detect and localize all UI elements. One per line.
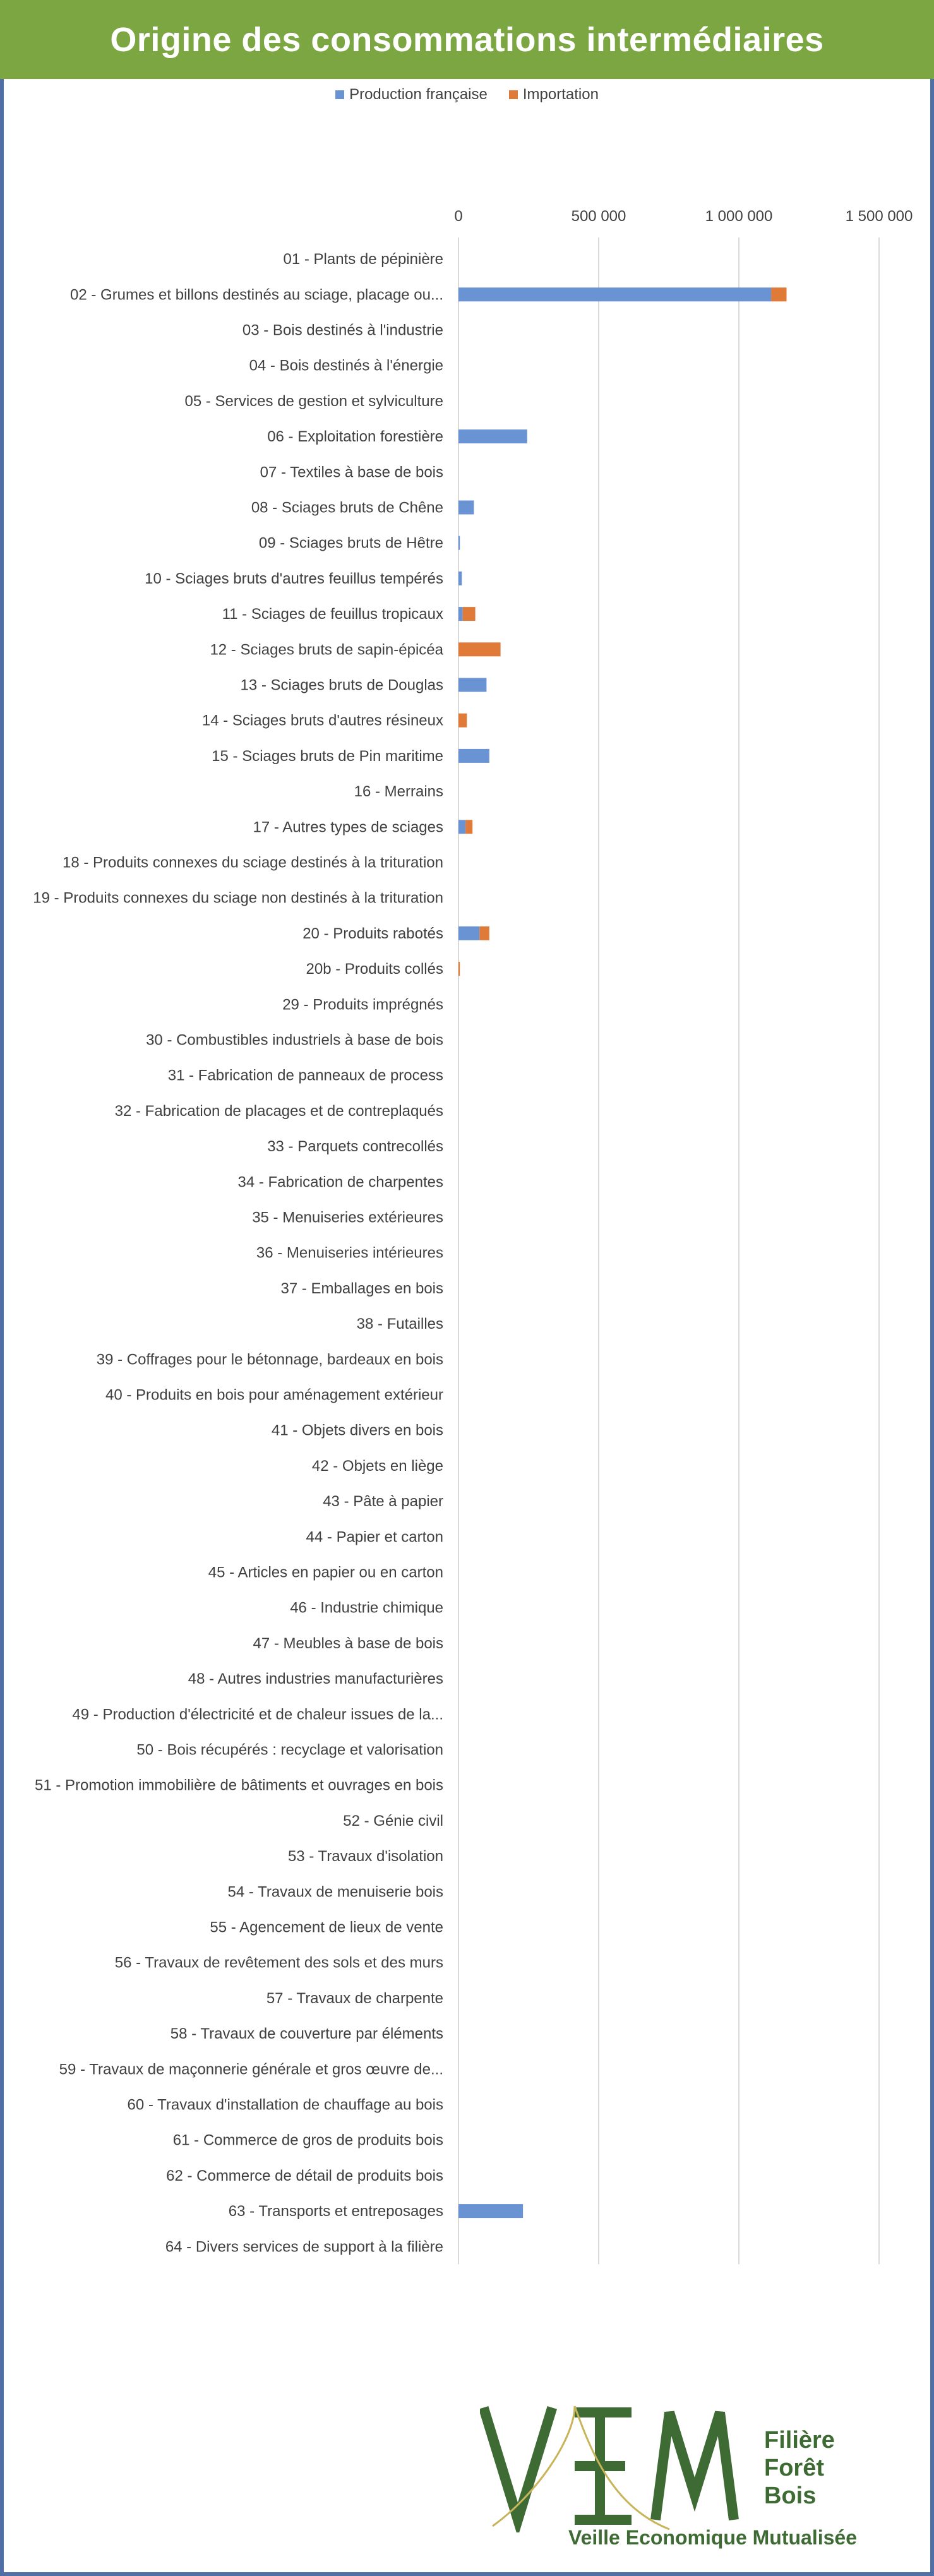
bar-import — [465, 820, 472, 834]
category-label: 55 - Agencement de lieux de vente — [210, 1919, 443, 1936]
category-label: 32 - Fabrication de placages et de contreplaqués — [114, 1102, 443, 1120]
category-label: 20 - Produits rabotés — [302, 925, 443, 942]
logo-brand-line-1: Filière — [764, 2427, 835, 2453]
logo-brand-lines — [764, 2426, 835, 2510]
bar-import — [458, 962, 460, 976]
category-label: 57 - Travaux de charpente — [266, 1989, 443, 2007]
legend-label-production: Production française — [349, 86, 488, 103]
bar-import — [771, 287, 786, 301]
bar-production — [458, 926, 479, 940]
bar-production — [458, 749, 489, 763]
category-label: 17 - Autres types de sciages — [253, 818, 443, 836]
category-label: 38 - Futailles — [356, 1315, 443, 1333]
legend-label-import: Importation — [522, 86, 599, 103]
category-label: 34 - Fabrication de charpentes — [237, 1173, 443, 1191]
category-label: 56 - Travaux de revêtement des sols et des murs — [114, 1954, 443, 1972]
x-tick-label: 1 000 000 — [705, 208, 773, 225]
category-label: 61 - Commerce de gros de produits bois — [172, 2131, 443, 2149]
category-label: 31 - Fabrication de panneaux de process — [167, 1067, 443, 1084]
category-label: 43 - Pâte à papier — [323, 1493, 443, 1511]
category-label: 53 - Travaux d'isolation — [287, 1848, 443, 1866]
bar-production — [458, 536, 460, 550]
category-label: 60 - Travaux d'installation de chauffage au bois — [127, 2096, 443, 2114]
category-label: 58 - Travaux de couverture par éléments — [170, 2025, 443, 2043]
category-label: 10 - Sciages bruts d'autres feuillus tempérés — [145, 570, 443, 587]
category-label: 48 - Autres industries manufacturières — [188, 1670, 443, 1688]
category-label: 63 - Transports et entreposages — [228, 2203, 443, 2220]
bar-import — [479, 926, 489, 940]
category-label: 15 - Sciages bruts de Pin maritime — [212, 747, 443, 765]
category-label: 04 - Bois destinés à l'énergie — [249, 357, 443, 374]
vem-logo-mark — [480, 2400, 764, 2532]
vem-logo — [480, 2400, 859, 2564]
logo-brand-line-2: Forêt — [764, 2455, 824, 2481]
bar-production — [458, 572, 462, 585]
category-label: 18 - Produits connexes du sciage destinés à la trituration — [62, 854, 443, 872]
category-label: 49 - Production d'électricité et de chaleur issues de la... — [72, 1706, 443, 1723]
category-label: 12 - Sciages bruts de sapin-épicéa — [210, 641, 443, 659]
category-label: 07 - Textiles à base de bois — [260, 464, 443, 481]
category-label: 13 - Sciages bruts de Douglas — [240, 676, 443, 694]
category-label: 44 - Papier et carton — [306, 1528, 443, 1546]
category-label: 62 - Commerce de détail de produits bois — [166, 2167, 443, 2184]
x-tick-label: 500 000 — [571, 208, 626, 225]
category-label: 11 - Sciages de feuillus tropicaux — [222, 606, 443, 623]
category-label: 09 - Sciages bruts de Hêtre — [258, 534, 443, 552]
category-label: 51 - Promotion immobilière de bâtiments et ouvrages en bois — [35, 1776, 443, 1794]
category-label: 37 - Emballages en bois — [280, 1279, 443, 1297]
category-label: 41 - Objets divers en bois — [271, 1422, 443, 1439]
category-label: 06 - Exploitation forestière — [267, 428, 443, 446]
category-label: 42 - Objets en liège — [311, 1457, 443, 1475]
category-label: 45 - Articles en papier ou en carton — [208, 1564, 443, 1581]
bar-production — [458, 429, 527, 443]
category-label: 54 - Travaux de menuiserie bois — [227, 1883, 443, 1901]
bar-production — [458, 287, 771, 301]
category-label: 02 - Grumes et billons destinés au sciage, placage ou... — [70, 286, 443, 304]
category-label: 30 - Combustibles industriels à base de bois — [146, 1031, 443, 1049]
category-label: 46 - Industrie chimique — [290, 1599, 443, 1617]
x-tick-label: 1 500 000 — [845, 208, 913, 225]
bar-production — [458, 820, 465, 834]
category-label: 36 - Menuiseries intérieures — [256, 1244, 443, 1262]
logo-tagline: Veille Economique Mutualisée — [568, 2526, 858, 2549]
logo-brand-line-3: Bois — [764, 2483, 817, 2509]
category-label: 14 - Sciages bruts d'autres résineux — [201, 712, 443, 729]
bar-production — [458, 607, 463, 621]
category-label: 33 - Parquets contrecollés — [267, 1138, 443, 1156]
bar-production — [458, 678, 486, 692]
category-label: 52 - Génie civil — [343, 1812, 443, 1830]
bar-import — [458, 642, 501, 656]
bar-production — [458, 2204, 523, 2218]
category-label: 59 - Travaux de maçonnerie générale et gros œuvre de... — [59, 2061, 443, 2078]
category-label: 35 - Menuiseries extérieures — [252, 1209, 443, 1226]
category-label: 19 - Produits connexes du sciage non destinés à la trituration — [33, 889, 443, 907]
category-label: 40 - Produits en bois pour aménagement extérieur — [105, 1386, 443, 1404]
x-tick-label: 0 — [454, 208, 463, 225]
category-label: 47 - Meubles à base de bois — [253, 1634, 443, 1652]
category-label: 03 - Bois destinés à l'industrie — [242, 321, 443, 339]
category-label: 50 - Bois récupérés : recyclage et valorisation — [136, 1741, 443, 1759]
category-label: 39 - Coffrages pour le bétonnage, bardeaux en bois — [96, 1351, 443, 1369]
category-label: 16 - Merrains — [354, 783, 443, 801]
bar-import — [463, 607, 476, 621]
bar-import — [458, 714, 467, 728]
bar-production — [458, 501, 474, 515]
category-label: 29 - Produits imprégnés — [282, 996, 443, 1014]
category-label: 05 - Services de gestion et sylviculture — [184, 392, 443, 410]
category-label: 64 - Divers services de support à la filière — [165, 2238, 443, 2256]
category-label: 01 - Plants de pépinière — [283, 251, 443, 268]
category-label: 08 - Sciages bruts de Chêne — [251, 499, 443, 517]
chart-title: Origine des consommations intermédiaires — [110, 20, 824, 59]
category-label: 20b - Produits collés — [306, 961, 443, 978]
